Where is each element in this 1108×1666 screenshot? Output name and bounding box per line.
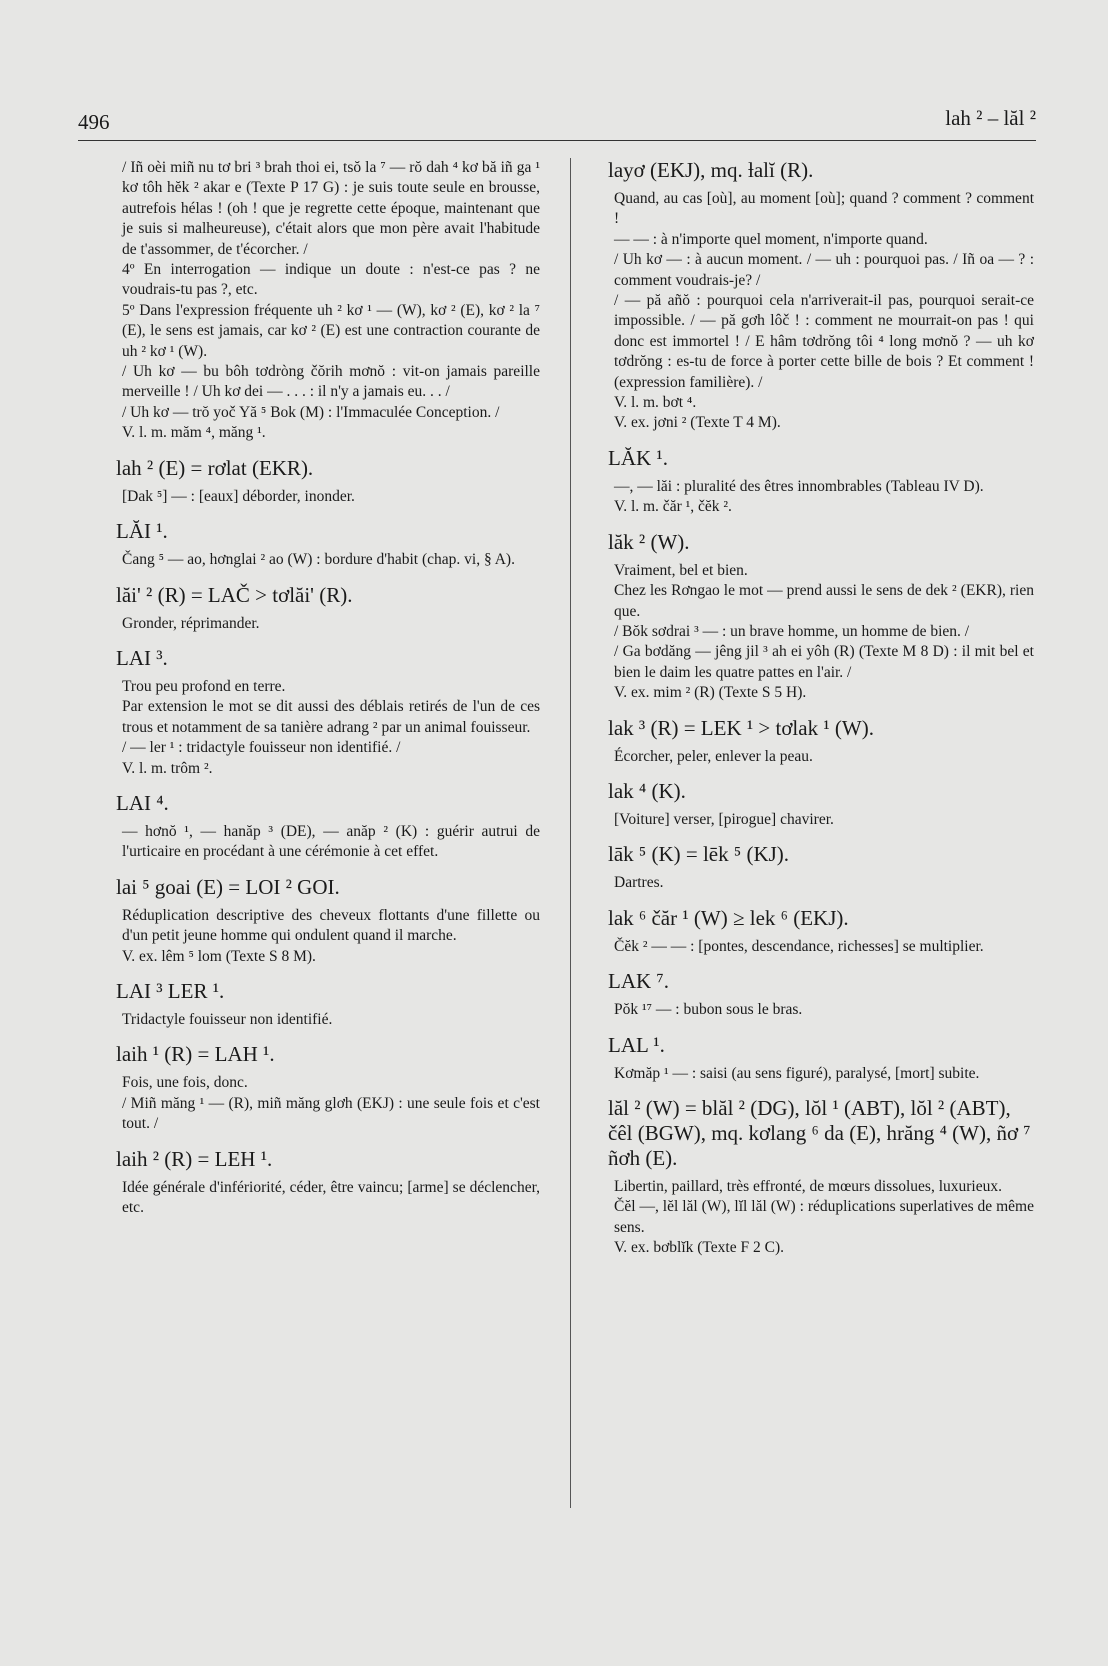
entry-headword: LAI ³ LER ¹. (116, 978, 225, 1003)
entry-line: — — : à n'importe quel moment, n'importe quand. (614, 230, 928, 248)
entry-line: Par extension le mot se dit aussi des déblais retirés de l'un de ces trous et notamment de sa tanière adrang ² par un animal fouisseur. (122, 698, 540, 736)
entry-line: — hơnŏ ¹, — hanăp ³ (DE), — anăp ² (K) : guérir autrui de l'urticaire en procédant à une cérémonie à cet effet. (122, 822, 540, 861)
entry-line: / Miñ măng ¹ — (R), miñ măng glơh (EKJ) : une seule fois et c'est tout. / (122, 1094, 540, 1133)
entry-line: V. ex. bơblĭk (Texte F 2 C). (614, 1239, 784, 1257)
entry-line: Kơmăp ¹ — : saisi (au sens figuré), paralysé, [mort] subite. (614, 1064, 980, 1082)
entry-line: Idée générale d'infériorité, céder, être vaincu; [arme] se déclencher, etc. (122, 1178, 540, 1216)
entry-headword: lak ⁶ čăr ¹ (W) ≥ lek ⁶ (EKJ). (608, 905, 849, 930)
dictionary-entry (608, 715, 1034, 767)
entry-line: / Uh kơ — : à aucun moment. / — uh : pourquoi pas. / Iñ oa — ? : comment voudrais-je? / (614, 251, 1034, 289)
entry-headword: lai ⁵ goai (E) = LOI ² GOI. (116, 874, 340, 899)
entry-headword: lak ⁴ (K). (608, 778, 686, 803)
dictionary-entry (116, 874, 540, 967)
dictionary-entry (608, 969, 1034, 1020)
dictionary-entry (608, 445, 1034, 518)
entry-line: / Uh kơ — trŏ yoč Yă ⁵ Bok (M) : l'Immaculée Conception. / (122, 403, 500, 421)
entry-line: Trou peu profond en terre. (122, 677, 286, 695)
entry-line: Quand, au cas [où], au moment [où]; quand ? comment ? comment ! (614, 190, 1034, 228)
entry-line: Gronder, réprimander. (122, 614, 260, 632)
dictionary-entry (608, 1032, 1034, 1084)
entry-headword: lăi' ² (R) = LAČ > tơlăi' (R). (116, 582, 353, 607)
entry-line: Chez les Rơngao le mot — prend aussi le sens de dek ² (EKR), rien que. (614, 582, 1034, 620)
entry-headword: lāk ⁵ (K) = lēk ⁵ (KJ). (608, 842, 790, 867)
entry-line: V. l. m. čăr ¹, čĕk ². (614, 498, 732, 516)
entry-headword: lăk ² (W). (608, 529, 690, 554)
page-number: 496 (78, 110, 110, 134)
entry-headword: LAK ⁷. (608, 969, 669, 994)
entry-line: / — ler ¹ : tridactyle fouisseur non identifié. / (122, 739, 401, 757)
dictionary-entry (608, 842, 1034, 893)
dictionary-entry (116, 978, 540, 1030)
running-head: lah ² – lăl ² (945, 106, 1036, 130)
entry-line: V. ex. lêm ⁵ lom (Texte S 8 M). (122, 947, 316, 965)
entry-line: Réduplication descriptive des cheveux flottants d'une fillette ou d'un petit jeune homme qui ondulent quand il marche. (122, 906, 540, 945)
left-column (116, 158, 540, 1230)
entry-line: 5º Dans l'expression fréquente uh ² kơ ¹ — (W), kơ ² (E), kơ ² la ⁷ (E), le sens est jamais, car kơ ² (E) est une contraction courante de uh ² kơ ¹ (W). (122, 301, 540, 360)
entry-line: / Iñ oèi miñ nu tơ bri ³ brah thoi ei, tsŏ la ⁷ — rŏ dah ⁴ kơ bă iñ ga ¹ kơ tôh hĕk ² akar e (Texte P 17 G) : je suis toute seule en brousse, autrefois hélas ! (oh ! que je regrette cette époque, maintenant que je suis si malheureuse), c'était alors que mon père avait l'habitude de t'assommer, de t'écorcher. / (122, 159, 540, 258)
dictionary-entry (116, 455, 540, 507)
entry-headword: laih ² (R) = LEH ¹. (116, 1146, 273, 1171)
dictionary-entry (608, 778, 1034, 830)
entry-line: [Voiture] verser, [pirogue] chavirer. (614, 810, 834, 828)
dictionary-entry (608, 1095, 1034, 1259)
entry-line: Tridactyle fouisseur non identifié. (122, 1010, 333, 1028)
entry-headword: LAI ⁴. (116, 790, 169, 815)
entry-headword: layơ (EKJ), mq. ƚalĭ (R). (608, 158, 814, 182)
entry-line: V. ex. mim ² (R) (Texte S 5 H). (614, 684, 807, 702)
entry-line: [Dak ⁵] — : [eaux] déborder, inonder. (122, 487, 355, 505)
entry-line: / Uh kơ — bu bôh tơdròng čŏrih mơnŏ : vit-on jamais pareille merveille ! / Uh kơ dei — . . . : il n'y a jamais eu. . . / (122, 363, 540, 401)
dictionary-entry (116, 1146, 540, 1219)
entry-line: Fois, une fois, donc. (122, 1074, 248, 1092)
dictionary-entry (116, 582, 540, 634)
dictionary-entry (116, 645, 540, 779)
entry-headword: lăl ² (W) = blăl ² (DG), lŏl ¹ (ABT), lŏl ² (ABT), čêl (BGW), mq. kơlang ⁶ da (E), hrăng ⁴ (W), ñơ ⁷ ñơh (E). (608, 1095, 1031, 1170)
entry-headword: laih ¹ (R) = LAH ¹. (116, 1042, 275, 1067)
column-divider (570, 158, 571, 1508)
entry-headword: LAL ¹. (608, 1032, 665, 1057)
entry-line: V. l. m. trôm ². (122, 759, 213, 777)
dictionary-entry (116, 1042, 540, 1134)
continued-entry (122, 158, 540, 444)
entry-line: —, — lăi : pluralité des êtres innombrables (Tableau IV D). (614, 477, 984, 495)
entry-headword: LAI ³. (116, 645, 168, 670)
entry-line: Čang ⁵ — ao, hơnglai ² ao (W) : bordure d'habit (chap. vi, § A). (122, 551, 515, 569)
continued-entry (608, 158, 1034, 434)
entry-headword: LĂI ¹. (116, 519, 168, 544)
entry-line: Libertin, paillard, très effronté, de mœurs dissolues, luxurieux. (614, 1177, 1002, 1195)
entry-line: 4º En interrogation — indique un doute : n'est-ce pas ? ne voudrais-tu pas ?, etc. (122, 261, 540, 299)
entry-line: Čĕl —, lĕl lăl (W), lĭl lăl (W) : réduplications superlatives de même sens. (614, 1198, 1034, 1236)
entry-headword: lah ² (E) = rơlat (EKR). (116, 455, 314, 480)
entry-line: Dartres. (614, 874, 664, 892)
dictionary-entry (116, 519, 540, 570)
dictionary-entry (608, 905, 1034, 957)
entry-line: V. l. m. măm ⁴, măng ¹. (122, 424, 266, 442)
entry-line: Pŏk ¹⁷ — : bubon sous le bras. (614, 1001, 803, 1019)
entry-line: Écorcher, peler, enlever la peau. (614, 747, 813, 765)
entry-line: / Bŏk sơdrai ³ — : un brave homme, un homme de bien. / (614, 622, 970, 640)
entry-line: Vraiment, bel et bien. (614, 561, 748, 579)
entry-headword: LĂK ¹. (608, 445, 668, 470)
right-column (608, 158, 1034, 1271)
entry-line: V. l. m. bơt ⁴. (614, 394, 697, 412)
entry-line: / Ga bơdăng — jêng jil ³ ah ei yôh (R) (Texte M 8 D) : il mit bel et bien le daim les quatre pattes en l'air. / (614, 643, 1034, 681)
dictionary-entry (608, 529, 1034, 704)
entry-line: V. ex. jơni ² (Texte T 4 M). (614, 414, 781, 432)
entry-headword: lak ³ (R) = LEK ¹ > tơlak ¹ (W). (608, 715, 874, 740)
dictionary-entry (116, 790, 540, 863)
entry-line: Čĕk ² — — : [pontes, descendance, richesses] se multiplier. (614, 937, 984, 955)
entry-line: / — pă añŏ : pourquoi cela n'arriverait-il pas, pourquoi serait-ce impossible. / — pă gơh lôč ! : comment ne mourrait-on pas ! qui donc est immortel ! / E hâm tơdrŏng tôi ⁴ long mơnŏ ? — uh kơ tơdrŏng : es-tu de force à porter cette bille de bois ? Et comment ! (expression familière). / (614, 292, 1034, 391)
page-header (78, 106, 1036, 141)
